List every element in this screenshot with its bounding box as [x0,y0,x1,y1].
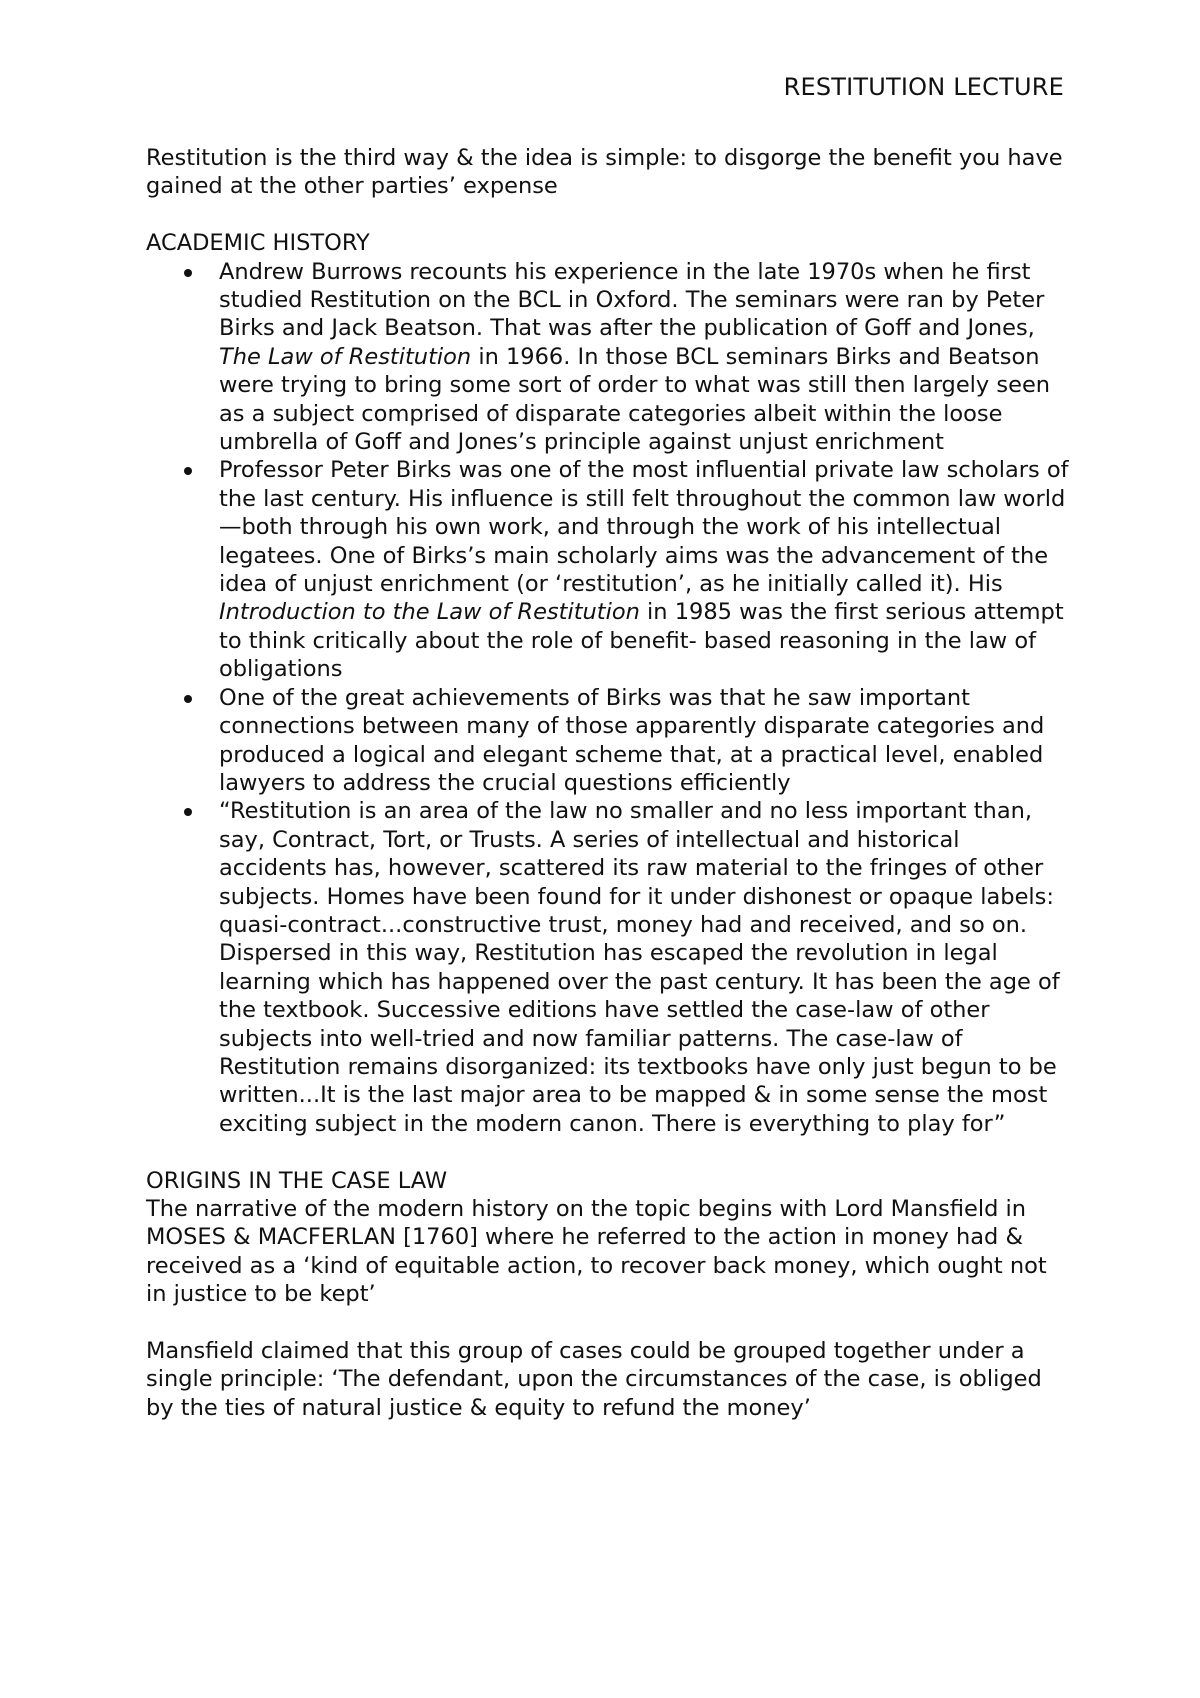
bullet-item [146,797,1070,1138]
bullet-item [146,258,1070,457]
bullet-text: in 1966. In those BCL seminars Birks and Beatson were trying to bring some sort of order to what was still then largely seen as a subject comprised of disparate categories albeit within the loose umbrella of Goff and Jones’s principle against unjust enrichment [219,343,1051,456]
bullet-item [146,684,1070,798]
bullet-text: in 1985 was the first serious attempt to think critically about the role of benefit- based reasoning in the law of obligations [219,599,1064,683]
bullet-item [146,456,1070,683]
bullet-icon [184,467,192,475]
paragraph-spacer [146,1138,1070,1166]
book-title: Introduction to the Law of Restitution [219,599,640,626]
bullet-text: Andrew Burrows recounts his experience in the late 1970s when he first studied Restitution on the BCL in Oxford. The seminars were ran by Peter Birks and Jack Beatson. That was after the publication of Goff and Jones, [219,258,1045,342]
intro-paragraph: Restitution is the third way & the idea is simple: to disgorge the benefit you have gained at the other parties’ expense [146,145,1063,200]
academic-history-bullet-list [146,258,1070,1139]
bullet-icon [184,695,192,703]
section-heading-origins: ORIGINS IN THE CASE LAW [146,1167,448,1194]
book-title: The Law of Restitution [219,343,472,370]
bullet-icon [184,808,192,816]
bullet-text: Professor Peter Birks was one of the most influential private law scholars of the last century. His influence is still felt throughout the common law world—both through his own work, and through the work of his intellectual legatees. One of Birks’s main scholarly aims was the advancement of the idea of unjust enrichment (or ‘restitution’, as he initially called it). His [219,457,1069,598]
bullet-icon [184,269,192,277]
document-body [146,144,1070,1422]
origins-paragraph-1: The narrative of the modern history on the topic begins with Lord Mansfield in MOSES & MACFERLAN [1760] where he referred to the action in money had & received as a ‘kind of equitable action, to recover back money, which ought not in justice to be kept’ [146,1196,1047,1308]
document-header-title: RESTITUTION LECTURE [783,73,1064,101]
paragraph-spacer [146,1309,1070,1337]
bullet-text: One of the great achievements of Birks was that he saw important connections between many of those apparently disparate categories and produced a logical and elegant scheme that, at a practical level, enabled lawyers to address the crucial questions efficiently [219,684,1045,796]
paragraph-spacer [146,201,1070,229]
origins-paragraph-2: Mansfield claimed that this group of cases could be grouped together under a single principle: ‘The defendant, upon the circumstances of the case, is obliged by the ties of natural justice & equity to refund the money’ [146,1338,1042,1421]
quotation-text: “Restitution is an area of the law no smaller and no less important than, say, Contract, Tort, or Trusts. A series of intellectual and historical accidents has, however, scattered its raw material to the fringes of other subjects. Homes have been found for it under dishonest or opaque labels: quasi-contract...constructive trust, money had and received, and so on. Dispersed in this way, Restitution has escaped the revolution in legal learning which has happened over the past century. It has been the age of the textbook. Successive editions have settled the case-law of other subjects into well-tried and now familiar patterns. The case-law of Restitution remains disorganized: its textbooks have only just begun to be written...It is the last major area to be mapped & in some sense the most exciting subject in the modern canon. There is everything to play for” [219,798,1060,1137]
section-heading-academic-history: ACADEMIC HISTORY [146,230,370,257]
